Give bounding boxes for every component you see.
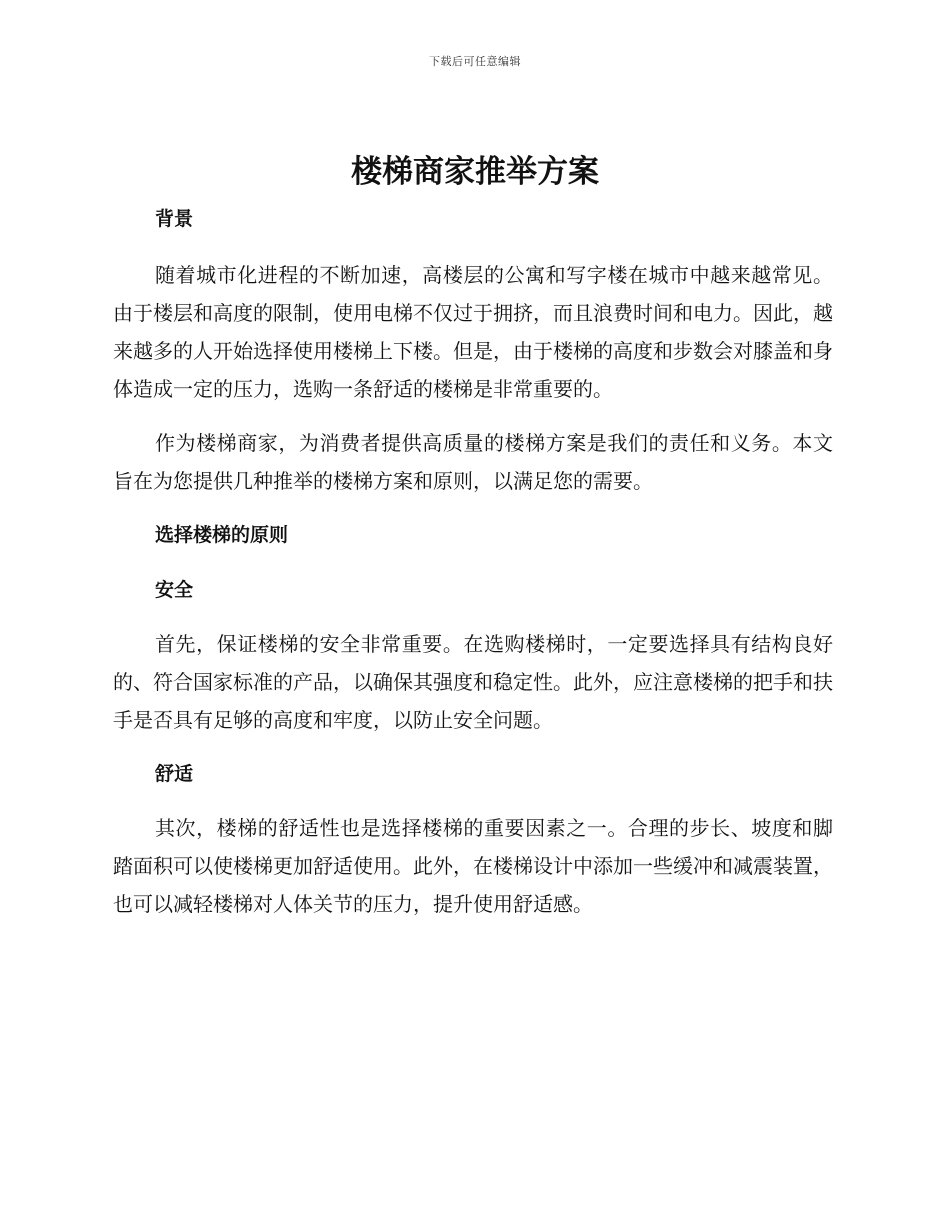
section-heading-safety: 安全: [155, 579, 194, 601]
section-heading-comfort: 舒适: [155, 763, 194, 785]
comfort-paragraph: 其次，楼梯的舒适性也是选择楼梯的重要因素之一。合理的步长、坡度和脚踏面积可以使楼梯更加舒适使用。此外，在楼梯设计中添加一些缓冲和减震装置，也可以减轻楼梯对人体关节的压力，提升使用舒适感。: [113, 816, 833, 916]
section-heading-principles: 选择楼梯的原则: [155, 524, 289, 546]
header-note: 下载后可任意编辑: [429, 55, 521, 68]
background-paragraph-1: 随着城市化进程的不断加速，高楼层的公寓和写字楼在城市中越来越常见。由于楼层和高度的限制，使用电梯不仅过于拥挤，而且浪费时间和电力。因此，越来越多的人开始选择使用楼梯上下楼。但是，由于楼梯的高度和步数会对膝盖和身体造成一定的压力，选购一条舒适的楼梯是非常重要的。: [113, 263, 833, 401]
safety-paragraph: 首先，保证楼梯的安全非常重要。在选购楼梯时，一定要选择具有结构良好的、符合国家标准的产品，以确保其强度和稳定性。此外，应注意楼梯的把手和扶手是否具有足够的高度和牢度，以防止安全问题。: [113, 632, 833, 732]
background-paragraph-2: 作为楼梯商家，为消费者提供高质量的楼梯方案是我们的责任和义务。本文旨在为您提供几种推举的楼梯方案和原则，以满足您的需要。: [113, 431, 833, 493]
section-heading-background: 背景: [155, 208, 194, 230]
document-body: [113, 200, 833, 923]
document-title: 楼梯商家推举方案: [351, 154, 599, 190]
